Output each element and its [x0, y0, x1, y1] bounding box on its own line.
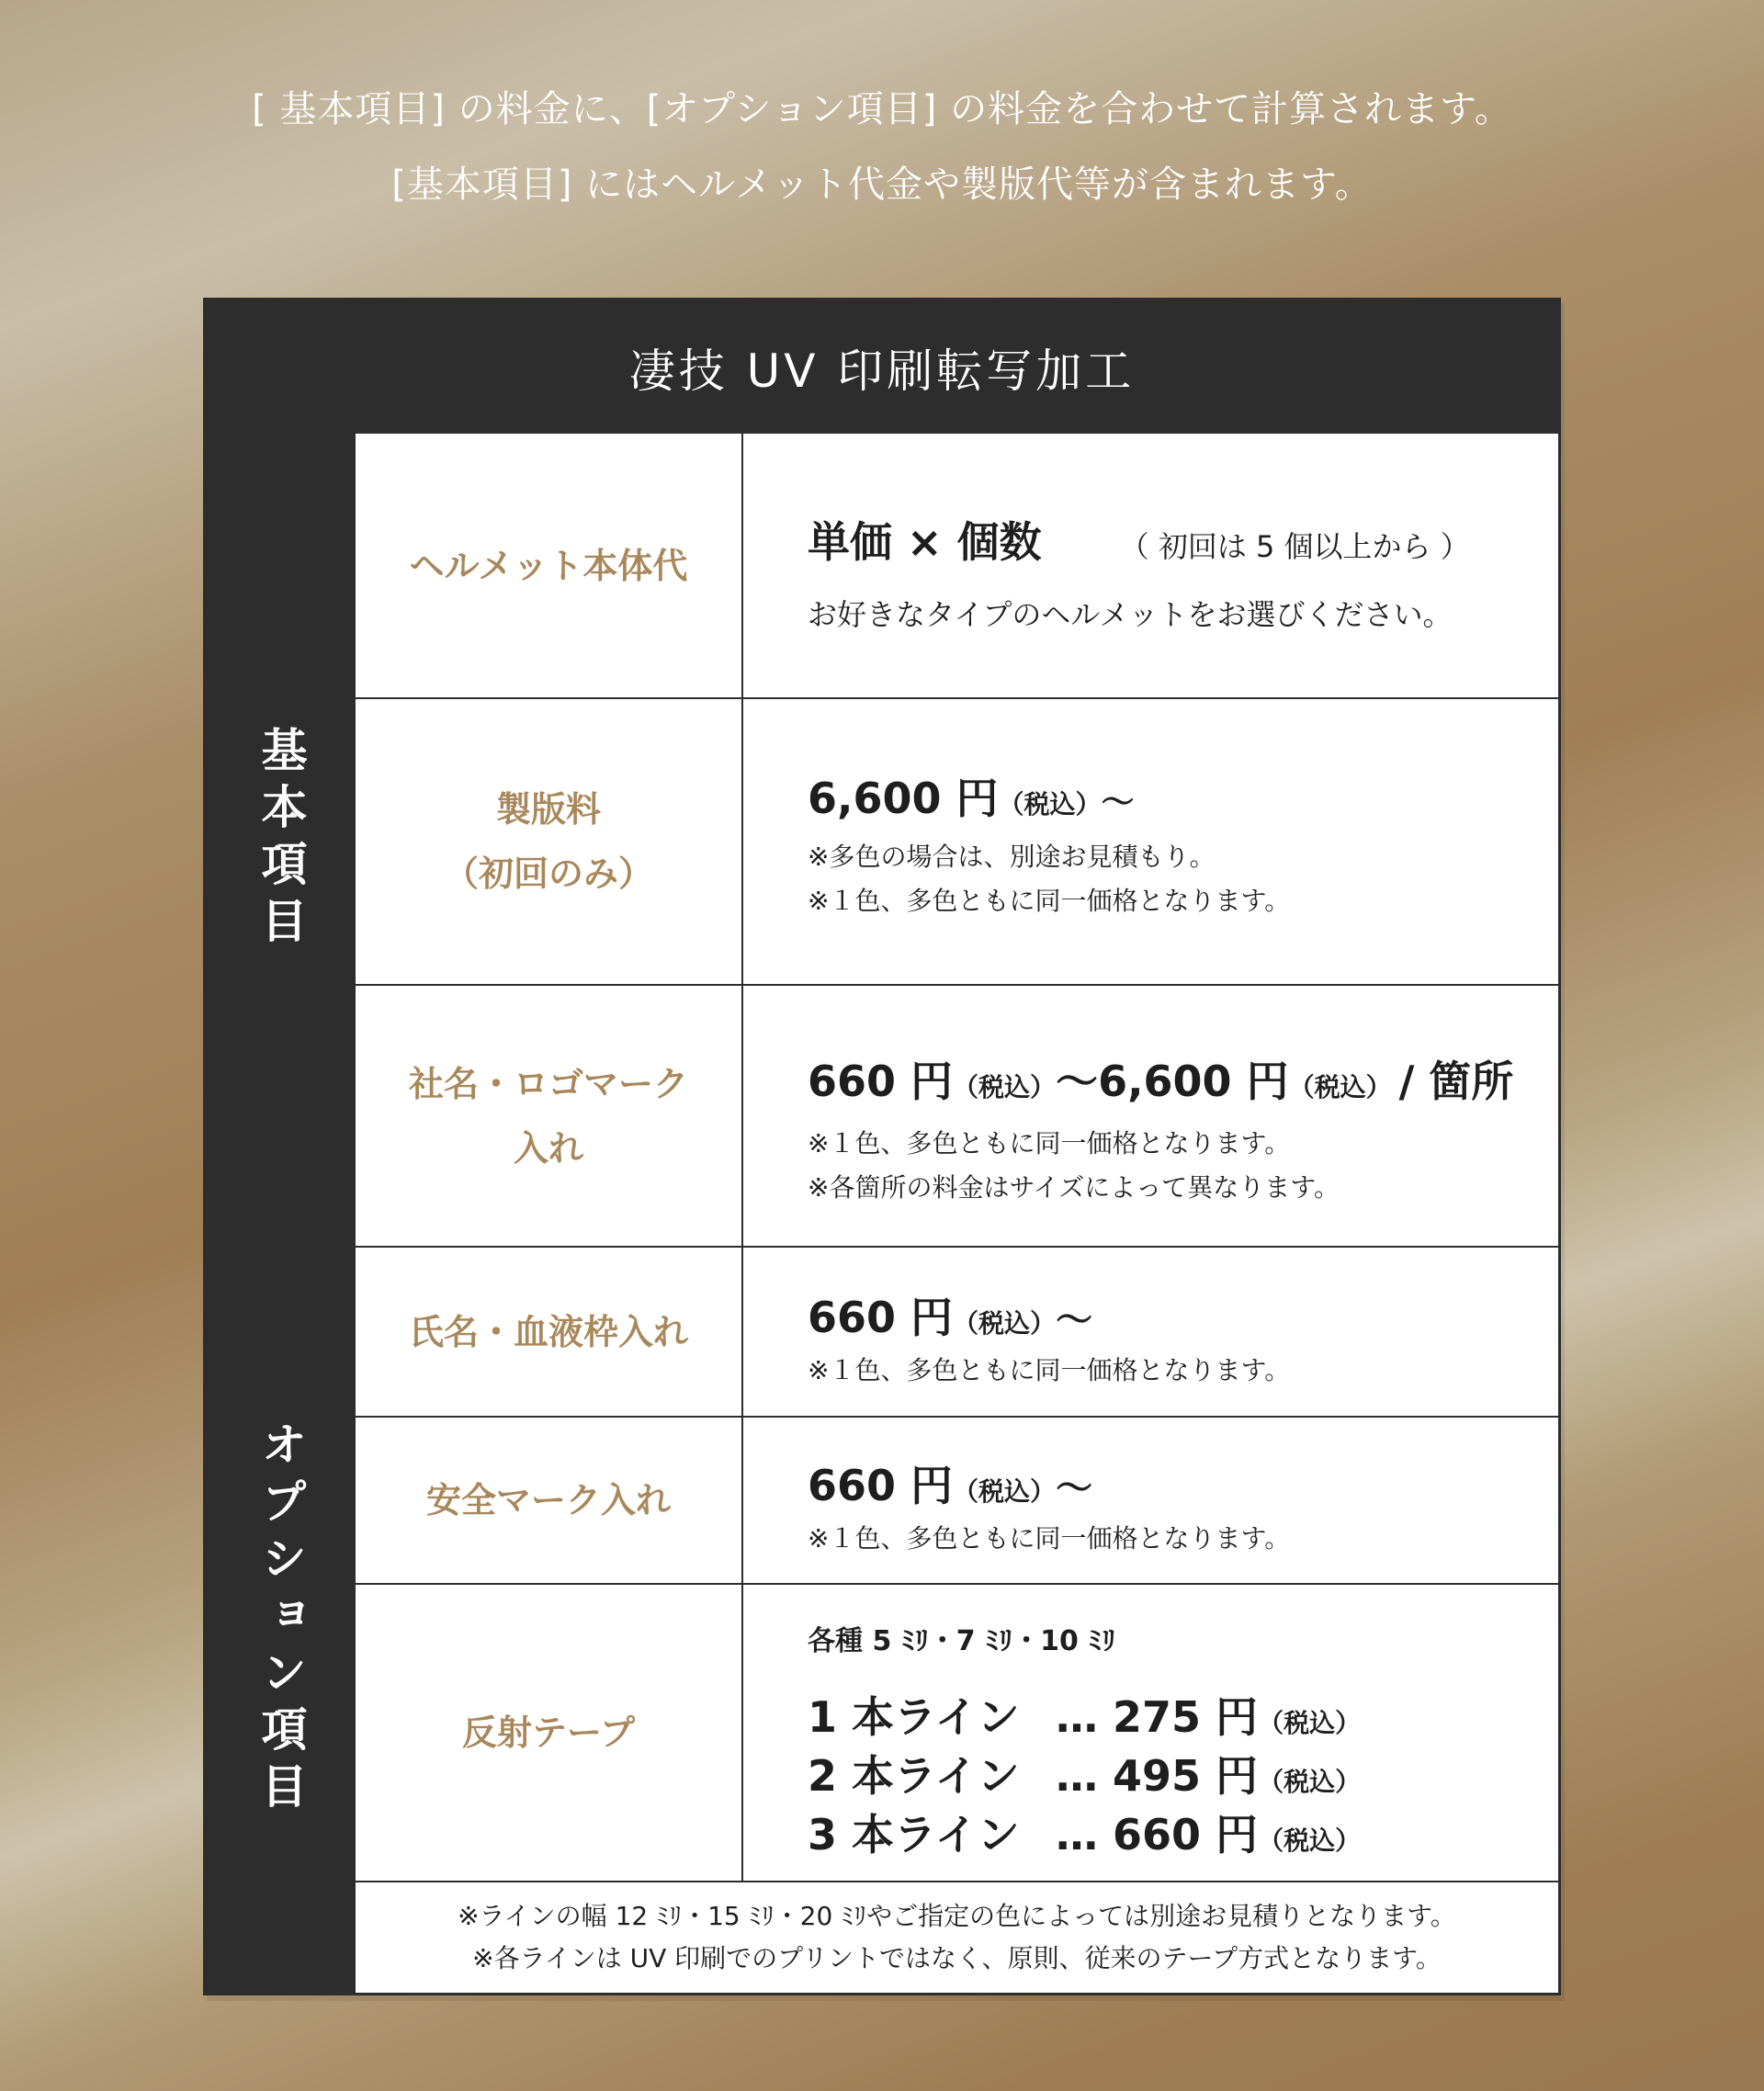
row-content	[743, 434, 1558, 697]
tax-label: （税込）	[1258, 1708, 1362, 1738]
tape-line-item	[808, 1684, 1361, 1745]
row-plate-fee	[356, 697, 1558, 984]
note: ※多色の場合は、別途お見積もり。	[808, 842, 1216, 872]
helmet-sub-note: お好きなタイプのヘルメットをお選びください。	[808, 597, 1453, 632]
tax-label: （税込）	[1258, 1767, 1362, 1797]
table-title: 凄技 UV 印刷転写加工	[206, 300, 1558, 434]
row-label-line-2: （初回のみ）	[443, 853, 653, 894]
group-basic-label: 基本項目	[254, 726, 308, 954]
tape-line-price: … 660 円	[1056, 1810, 1259, 1859]
price: 〜6,600 円	[1056, 1057, 1289, 1106]
footnote: ※ラインの幅 12 ﾐﾘ・15 ﾐﾘ・20 ﾐﾘやご指定の色によっては別途お見積りとなります。	[458, 1901, 1456, 1931]
price-suffix: 〜	[1056, 1299, 1093, 1341]
price: 660 円	[808, 1293, 954, 1342]
row-content	[743, 699, 1558, 984]
row-name-blood	[356, 1246, 1558, 1416]
row-company-logo	[356, 984, 1558, 1246]
row-content	[743, 1418, 1558, 1583]
tape-line-name: 3 本ライン	[808, 1810, 1020, 1859]
group-option-label: オプション項目	[254, 1419, 308, 1819]
unit-price-formula: 単価 × 個数	[808, 517, 1042, 567]
row-helmet	[356, 434, 1558, 697]
row-content	[743, 986, 1558, 1246]
row-label-line-1: 社名・ロゴマーク	[408, 1063, 688, 1104]
row-label-line-1: 製版料	[495, 789, 601, 830]
intro-text	[0, 72, 1764, 222]
tape-sizes: 各種 5 ﾐﾘ・7 ﾐﾘ・10 ﾐﾘ	[808, 1625, 1116, 1657]
tape-line-name: 2 本ライン	[808, 1751, 1020, 1801]
group-basic	[206, 434, 356, 1246]
row-label: 反射テープ	[356, 1585, 743, 1881]
price-suffix: 〜	[1101, 784, 1135, 821]
row-reflective-tape	[356, 1583, 1558, 1881]
tax-label: （税込）	[953, 1072, 1057, 1102]
row-label: 安全マーク入れ	[356, 1418, 743, 1583]
unit-label: / 箇所	[1398, 1057, 1514, 1106]
note: ※１色、多色ともに同一価格となります。	[808, 1128, 1291, 1159]
price: 6,600 円	[808, 774, 999, 823]
tape-line-price: … 275 円	[1056, 1692, 1259, 1742]
note: ※１色、多色ともに同一価格となります。	[808, 1355, 1291, 1385]
tape-line-name: 1 本ライン	[808, 1692, 1020, 1742]
row-label: 氏名・血液枠入れ	[356, 1248, 743, 1416]
note: ※１色、多色ともに同一価格となります。	[808, 1523, 1291, 1554]
price: 660 円	[808, 1057, 954, 1106]
intro-line-1: [ 基本項目] の料金に、[オプション項目] の料金を合わせて計算されます。	[252, 88, 1512, 130]
intro-line-2: [基本項目] にはヘルメット代金や製版代等が含まれます。	[391, 164, 1373, 206]
tax-label: （税込）	[998, 789, 1102, 819]
row-safety-mark	[356, 1416, 1558, 1583]
table-footnotes	[356, 1881, 1558, 1993]
note: ※１色、多色ともに同一価格となります。	[808, 886, 1291, 916]
price: 660 円	[808, 1461, 954, 1510]
row-content	[743, 1585, 1558, 1881]
row-label: ヘルメット本体代	[356, 434, 743, 697]
tax-label: （税込）	[1288, 1072, 1392, 1102]
tax-label: （税込）	[953, 1476, 1057, 1507]
row-label	[356, 699, 743, 984]
group-option	[206, 1246, 356, 1993]
tape-line-item	[808, 1743, 1361, 1803]
price-suffix: 〜	[1056, 1467, 1093, 1509]
row-label-line-2: 入れ	[513, 1127, 583, 1169]
tax-label: （税込）	[1258, 1825, 1362, 1856]
tape-line-price: … 495 円	[1056, 1751, 1259, 1801]
footnote: ※各ラインは UV 印刷でのプリントではなく、原則、従来のテープ方式となります。	[472, 1943, 1442, 1973]
tax-label: （税込）	[953, 1308, 1057, 1339]
minimum-note: （ 初回は 5 個以上から ）	[1119, 529, 1470, 564]
row-label	[356, 986, 743, 1246]
pricing-table	[203, 298, 1561, 1995]
tape-line-item	[808, 1802, 1361, 1862]
note: ※各箇所の料金はサイズによって異なります。	[808, 1172, 1340, 1203]
row-content	[743, 1248, 1558, 1416]
